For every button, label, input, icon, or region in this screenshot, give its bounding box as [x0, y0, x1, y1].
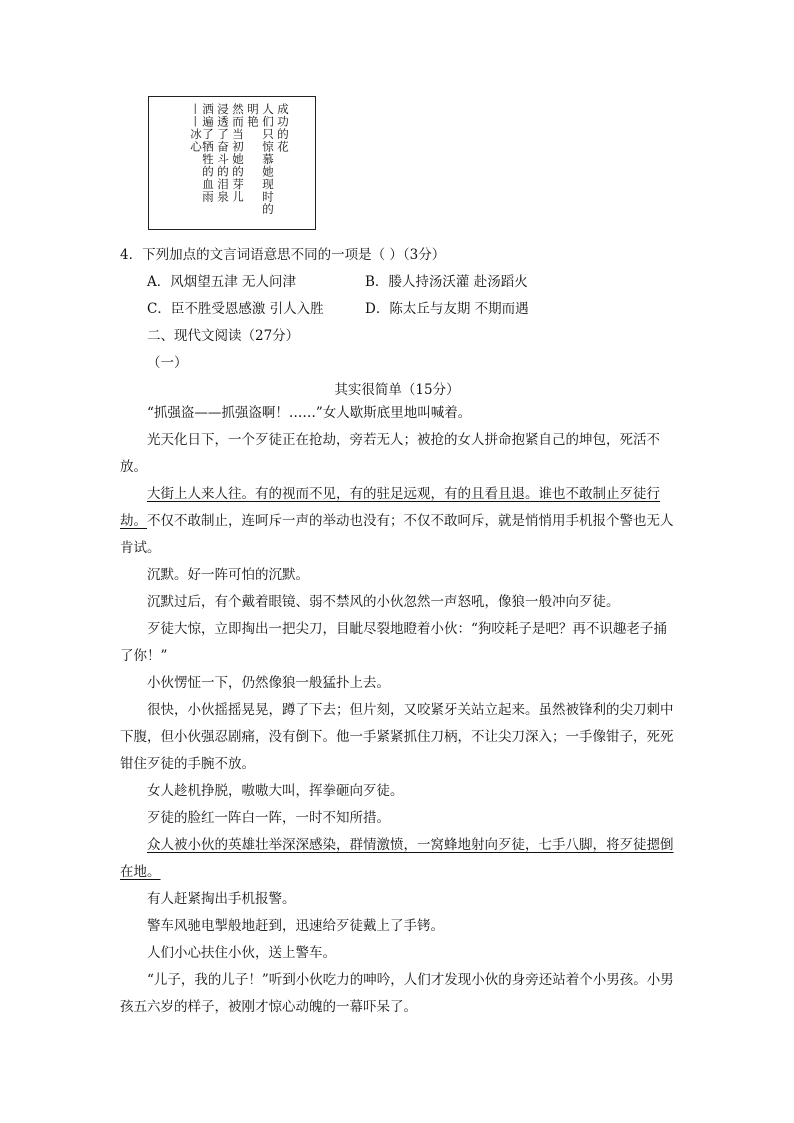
poem-box: [148, 96, 316, 230]
underlined-sentence: 众人被小伙的英雄壮举深深感染，群情激愤，一窝蜂地射向歹徒，七手八脚，将歹徒摁倒在地。: [120, 837, 674, 880]
paragraph-text: 不仅不敢制止，连呵斥一声的举动也没有；不仅不敢呵斥，就是悄悄用手机报个警也无人肯试。: [120, 513, 674, 556]
section-heading: 二、现代文阅读（27分）: [147, 328, 300, 344]
paragraph: 光天化日下，一个歹徒正在抢劫，旁若无人；被抢的女人拼命抱紧自己的坤包，死活不放。: [120, 432, 660, 475]
paragraph: 歹徒大惊，立即掏出一把尖刀，目眦尽裂地瞪着小伙：“狗咬耗子是吧？再不识趣老子捅了你！”: [120, 621, 667, 664]
paragraph: 女人趁机挣脱，嗷嗷大叫，挥拳砸向歹徒。: [147, 783, 404, 799]
paragraph: “抓强盗——抓强盗啊！……”女人歇斯底里地叫喊着。: [147, 405, 472, 421]
option-d: D．陈太丘与友期 不期而遇: [365, 301, 529, 317]
paragraph: 警车风驰电掣般地赶到，迅速给歹徒戴上了手铐。: [147, 918, 444, 934]
underlined-sentence: 大街上人来人往。有的视而不见，有的驻足远观，有的且看且退。谁也不敢制止歹徒行劫。: [120, 486, 660, 529]
paragraph: 很快，小伙摇摇晃晃，蹲了下去；但片刻，又咬紧牙关站立起来。虽然被锋利的尖刀刺中下腹，但小伙强忍剧痛，没有倒下。他一手紧紧抓住刀柄，不让尖刀深入；一手像钳子，死死钳住歹徒的手腕不放。: [120, 702, 674, 772]
poem-columns: [190, 103, 289, 216]
paragraph: 沉默过后，有个戴着眼镜、弱不禁风的小伙忽然一声怒吼，像狼一般冲向歹徒。: [147, 594, 620, 610]
poem-line: 浸透了奋斗的泪泉: [216, 103, 230, 203]
paragraph: 沉默。好一阵可怕的沉默。: [147, 567, 309, 583]
paragraph: [120, 832, 680, 886]
question-4-stem: 4．下列加点的文言词语意思不同的一项是（ ）（3分）: [120, 247, 446, 263]
question-4-options-ab: [147, 270, 528, 290]
option-b: B．媵人持汤沃灌 赴汤蹈火: [365, 274, 528, 290]
poem-line: 然而当初她的芽儿: [231, 103, 245, 203]
paragraph: 歹徒的脸红一阵白一阵，一时不知所措。: [147, 810, 390, 826]
option-a: A．风烟望五津 无人问津: [147, 274, 297, 290]
paragraph: 有人赶紧掏出手机报警。: [147, 891, 296, 907]
paragraph: 人们小心扶住小伙，送上警车。: [147, 945, 336, 961]
poem-line: 明艳: [246, 103, 260, 128]
poem-signature: ——冰心: [189, 103, 203, 153]
question-4-options-cd: [147, 297, 529, 317]
section-subheading: （一）: [147, 355, 188, 371]
paragraph: [120, 481, 680, 562]
poem-line-text: 洒遍了牺牲的血雨: [201, 103, 215, 203]
article-title: 其实很简单（15分）: [334, 382, 460, 398]
poem-line: 人们只惊慕她现时的: [261, 103, 275, 216]
poem-line: 成功的花: [276, 103, 290, 153]
paragraph: “儿子，我的儿子！”听到小伙吃力的呻吟，人们才发现小伙的身旁还站着个小男孩。小男孩五六岁的样子，被刚才惊心动魄的一幕吓呆了。: [120, 972, 674, 1015]
paragraph: 小伙愣怔一下，仍然像狼一般猛扑上去。: [147, 675, 390, 691]
poem-line: [190, 103, 214, 216]
option-c: C．臣不胜受恩感激 引人入胜: [147, 301, 324, 317]
